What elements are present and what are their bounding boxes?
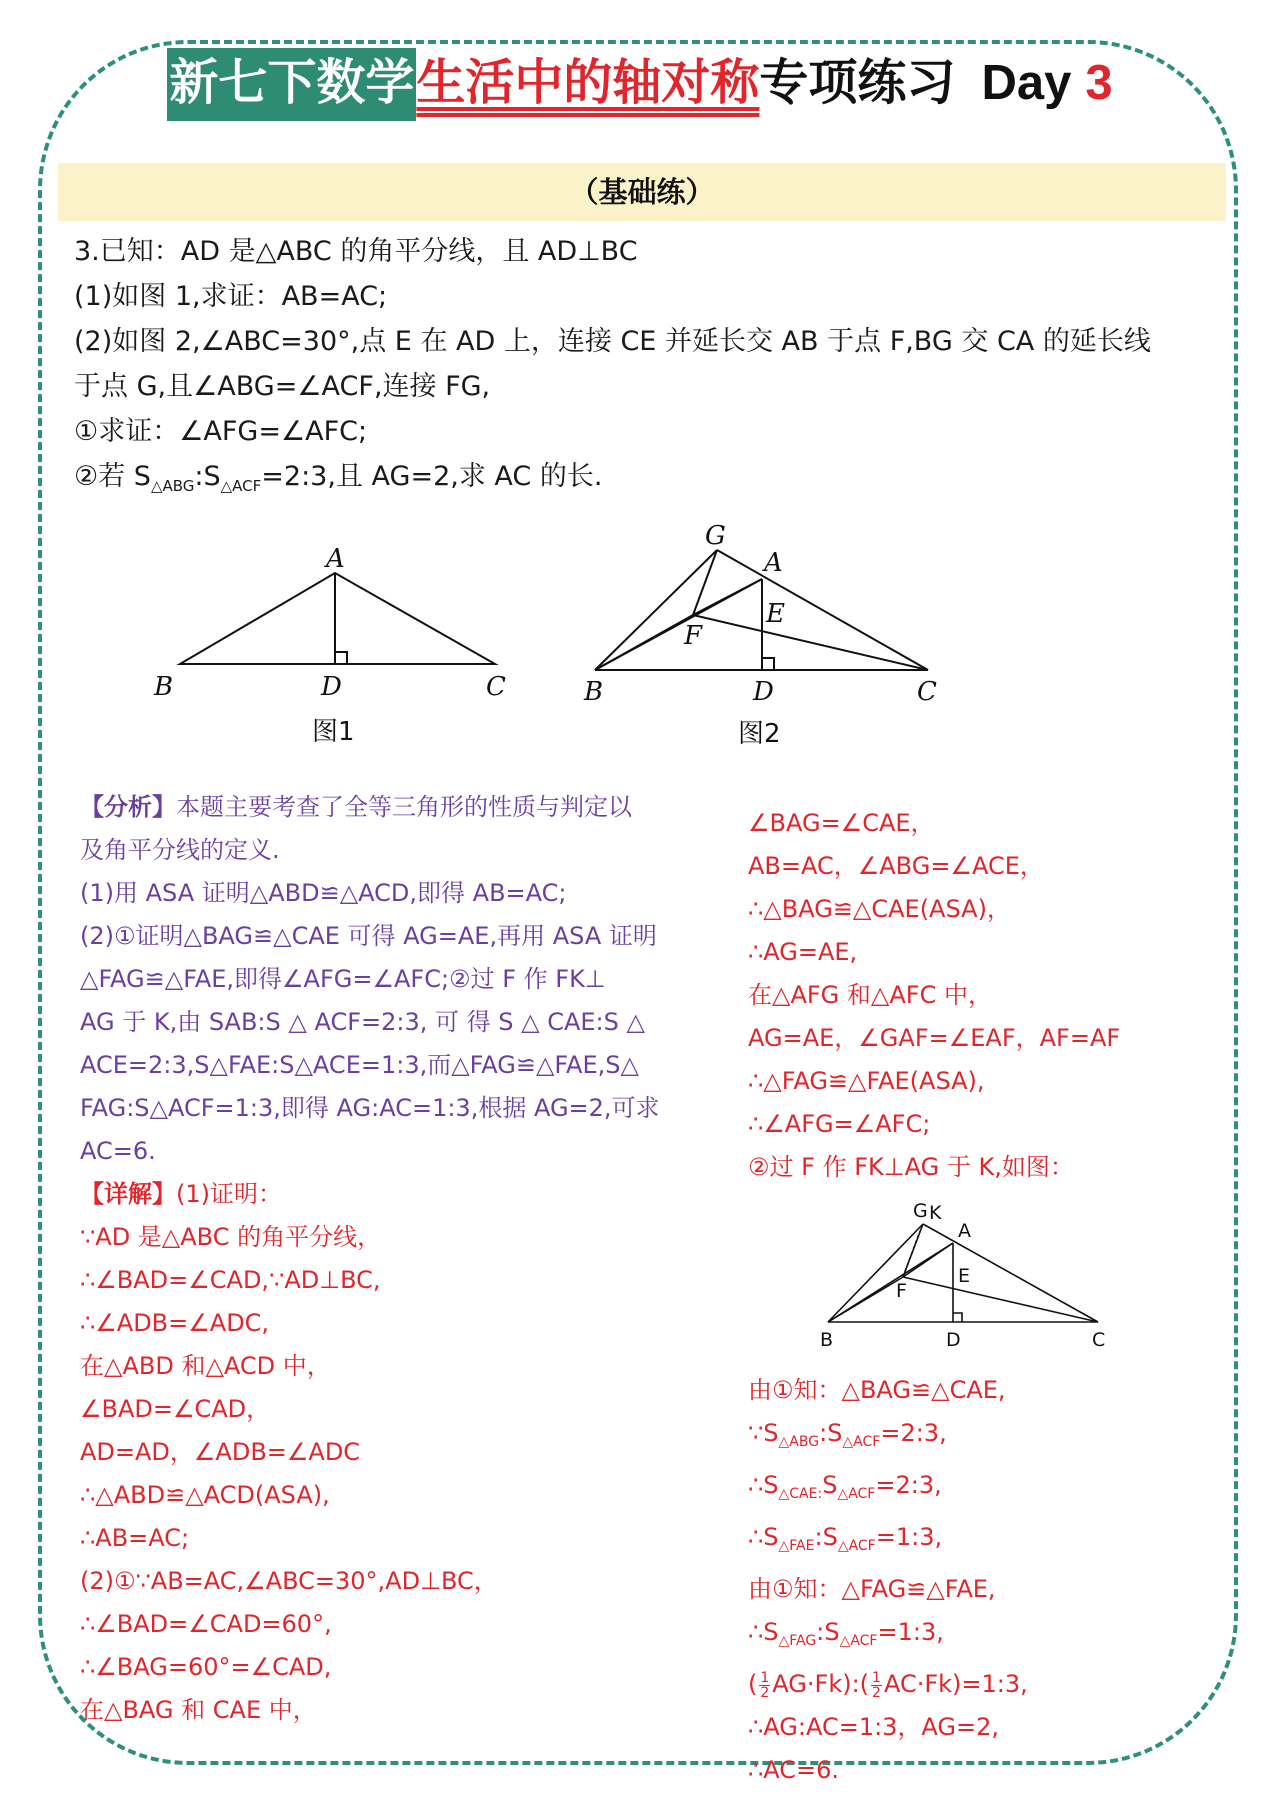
title-day-number: 3 <box>1085 56 1113 110</box>
fig2-caption: 图2 <box>738 719 781 749</box>
solution-line: ∴∠BAD=∠CAD,∵AD⊥BC, <box>80 1266 381 1294</box>
fig2-label-a: A <box>764 548 783 578</box>
question-block <box>74 229 1224 509</box>
fig3-label-e: E <box>958 1265 971 1287</box>
question-line: ①求证：∠AFG=∠AFC; <box>74 416 368 447</box>
fig2-label-c: C <box>917 677 937 707</box>
fig2-label-e: E <box>766 599 785 629</box>
fig3-label-f: F <box>896 1280 907 1302</box>
question-line: ②若 $S_{\triangle ABG}:S_{\triangle ACF}=2:3$,且 AG=2,求 AC 的长. <box>74 461 603 495</box>
solution-line: ∴∠BAD=∠CAD=60°, <box>80 1610 332 1638</box>
analysis-line: FAG:S△ACF=1:3,即得 AG:AC=1:3,根据 AG=2,可求 <box>80 1094 660 1122</box>
title-grade: 新七下数学 <box>167 48 416 121</box>
right-angle-mark <box>335 652 347 664</box>
question-line: 于点 G,且∠ABG=∠ACF,连接 FG, <box>74 371 491 402</box>
solution-line: 【详解】(1)证明： <box>80 1180 282 1208</box>
solution-line: ∴△FAG≌△FAE(ASA), <box>748 1067 985 1095</box>
solution-line: AG=AE，∠GAF=∠EAF，AF=AF <box>748 1024 1121 1052</box>
analysis-line: AG 于 K,由 SAB:S △ ACF=2:3, 可 得 S △ CAE:S △ <box>80 1008 645 1036</box>
solution-line: 在△BAG 和 CAE 中， <box>80 1696 317 1724</box>
fig3-label-k: K <box>929 1202 942 1224</box>
left-column <box>80 786 680 1732</box>
solution-line: ∠BAD=∠CAD， <box>80 1395 271 1423</box>
fig3-label-b: B <box>820 1329 834 1351</box>
fig1-label-b: B <box>154 672 174 702</box>
analysis-line: (1)用 ASA 证明△ABD≌△ACD,即得 AB=AC; <box>80 879 567 907</box>
solution-heading: 【详解】 <box>80 1180 176 1208</box>
fig3-label-d: D <box>946 1329 961 1351</box>
solution-line: AB=AC，∠ABG=∠ACE， <box>748 852 1044 880</box>
fig1-label-a: A <box>326 544 345 574</box>
fig3-label-a: A <box>958 1220 971 1242</box>
analysis-line: ACE=2:3,S△FAE:S△ACE=1:3,而△FAG≌△FAE,S△ <box>80 1051 639 1079</box>
solution-line: 由①知：△BAG≌△CAE, <box>748 1376 1006 1404</box>
fig1-label-d: D <box>321 672 342 702</box>
solution-line: ∴AG=AE, <box>748 938 858 966</box>
page-title <box>0 54 1280 111</box>
solution-line: ②过 F 作 FK⊥AG 于 K,如图： <box>748 1153 1074 1181</box>
analysis-heading: 【分析】 <box>80 793 176 821</box>
fraction-half: $\frac{1}{2}$ <box>872 1669 881 1701</box>
solution-line: ∴∠BAG=60°=∠CAD, <box>80 1653 332 1681</box>
fig2-label-f: F <box>684 621 703 651</box>
figure-3 <box>808 1189 1238 1369</box>
solution-line: ∴AB=AC; <box>80 1524 190 1552</box>
solution-line: $\therefore S_{\triangle FAE}:S_{\triangle ACF}=1:3$, <box>748 1523 943 1554</box>
question-line: (1)如图 1,求证：AB=AC; <box>74 281 388 312</box>
solution-line: ∴AG:AC=1:3，AG=2, <box>748 1713 1000 1741</box>
solution-line: $\therefore S_{\triangle CAE:}S_{\triangle ACF}=2:3$, <box>748 1471 942 1502</box>
analysis-line: (2)①证明△BAG≌△CAE 可得 AG=AE,再用 ASA 证明 <box>80 922 657 950</box>
solution-line: AD=AD，∠ADB=∠ADC <box>80 1438 361 1466</box>
solution-line: ∴△ABD≌△ACD(ASA), <box>80 1481 330 1509</box>
analysis-line: 及角平分线的定义. <box>80 836 280 864</box>
solution-line: ∴∠ADB=∠ADC, <box>80 1309 270 1337</box>
solution-line: $\therefore S_{\triangle FAG}:S_{\triangle ACF}=1:3$, <box>748 1618 944 1649</box>
fig3-label-g: G <box>913 1200 928 1222</box>
fig2-label-g: G <box>705 521 726 551</box>
solution-line: 在△AFG 和△AFC 中， <box>748 981 992 1009</box>
solution-line: 由①知：△FAG≌△FAE, <box>748 1575 996 1603</box>
section-label: （基础练） <box>58 163 1226 221</box>
solution-line: (2)①∵AB=AC,∠ABC=30°,AD⊥BC， <box>80 1567 498 1595</box>
analysis-line: 【分析】本题主要考查了全等三角形的性质与判定以 <box>80 793 632 821</box>
solution-line: ∴∠AFG=∠AFC; <box>748 1110 931 1138</box>
solution-line: 在△ABD 和△ACD 中， <box>80 1352 331 1380</box>
triangle-abc <box>180 573 495 664</box>
solution-line: $\because S_{\triangle ABG}:S_{\triangle ACF}=2:3$, <box>748 1419 947 1450</box>
fig1-label-c: C <box>486 672 506 702</box>
analysis-line: △FAG≌△FAE,即得∠AFG=∠AFC;②过 F 作 FK⊥ <box>80 965 606 993</box>
fig2-label-b: B <box>584 677 604 707</box>
fraction-half: $\frac{1}{2}$ <box>760 1669 770 1701</box>
figure-2 <box>570 520 970 764</box>
analysis-block <box>80 786 680 1173</box>
question-line: (2)如图 2,∠ABC=30°,点 E 在 AD 上，连接 CE 并延长交 AB 于点 F,BG 交 CA 的延长线 <box>74 326 1151 357</box>
question-line: 3.已知：AD 是△ABC 的角平分线，且 AD⊥BC <box>74 236 638 267</box>
title-day-label: Day <box>981 56 1072 110</box>
analysis-line: AC=6. <box>80 1137 156 1165</box>
solution-block <box>80 1173 680 1732</box>
title-topic: 生活中的轴对称 <box>416 54 760 111</box>
solution-line: ∴△BAG≌△CAE(ASA)， <box>748 895 1011 923</box>
fig2-label-d: D <box>753 677 774 707</box>
fig1-caption: 图1 <box>312 717 355 747</box>
title-practice: 专项练习 <box>759 54 956 111</box>
solution-line: ( $\frac{1}{2}$ AG·Fk):( $\frac{1}{2}$ AC·Fk)=1:3, <box>748 1669 1028 1701</box>
fig3-label-c: C <box>1092 1329 1106 1351</box>
right-column <box>748 802 1238 1792</box>
solution-line: ∠BAG=∠CAE， <box>748 809 935 837</box>
solution-line: ∴AC=6. <box>748 1756 840 1784</box>
solution-line: ∵AD 是△ABC 的角平分线， <box>80 1223 382 1251</box>
figure-1 <box>140 540 540 764</box>
